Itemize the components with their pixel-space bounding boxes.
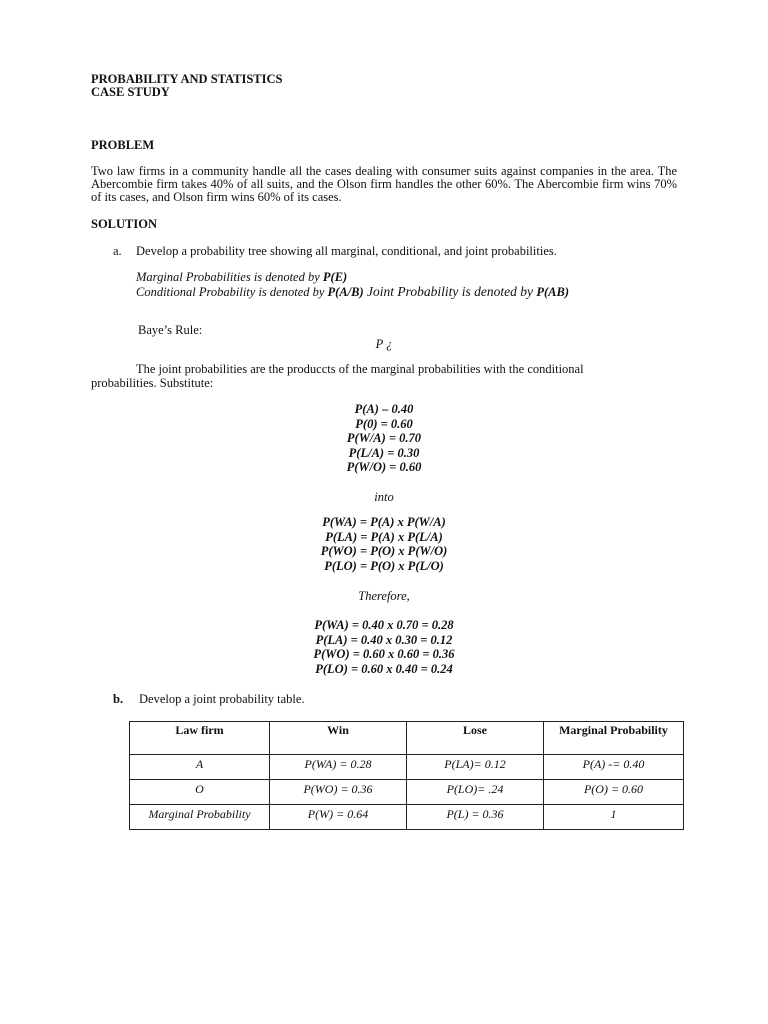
joint-symbol: P(AB) — [536, 285, 570, 299]
joint-formula: P(LO) = P(O) x P(L/O) — [324, 559, 444, 573]
marginal-symbol: P(E) — [322, 270, 348, 284]
table-cell: Marginal Probability — [130, 805, 270, 830]
table-header-lose: Lose — [407, 722, 544, 755]
into-label: into — [374, 490, 394, 504]
table-cell: 1 — [544, 805, 684, 830]
solution-heading: SOLUTION — [91, 217, 157, 231]
given-value: P(L/A) = 0.30 — [348, 446, 420, 460]
joint-formula: P(WA) = P(A) x P(W/A) — [322, 515, 446, 529]
joint-definition-text: Joint Probability is denoted by — [363, 284, 537, 299]
joint-intro-line1: The joint probabilities are the producсts of the marginal probabilities with the conditional — [136, 362, 584, 376]
table-row — [130, 755, 684, 780]
conditional-joint-definition — [136, 284, 569, 300]
bayes-rule-formula: P ¿ — [375, 337, 393, 351]
table-cell: P(WO) = 0.36 — [270, 780, 407, 805]
joint-formula: P(WO) = P(O) x P(W/O) — [320, 544, 448, 558]
joint-result: P(WO) = 0.60 x 0.60 = 0.36 — [313, 647, 455, 661]
table-cell: A — [130, 755, 270, 780]
given-value: P(A) – 0.40 — [354, 402, 414, 416]
marginal-definition-text: Marginal Probabilities is denoted by — [136, 270, 323, 284]
table-cell: P(LA)= 0.12 — [407, 755, 544, 780]
table-cell: P(O) = 0.60 — [544, 780, 684, 805]
document-title: PROBABILITY AND STATISTICS — [91, 72, 283, 86]
part-a-text: Develop a probability tree showing all marginal, conditional, and joint probabilities. — [136, 244, 557, 258]
problem-heading: PROBLEM — [91, 138, 155, 152]
therefore-label: Therefore, — [358, 589, 410, 603]
joint-probability-table — [129, 721, 684, 830]
table-cell: O — [130, 780, 270, 805]
table-header-law-firm: Law firm — [130, 722, 270, 755]
table-cell: P(W) = 0.64 — [270, 805, 407, 830]
joint-result: P(LO) = 0.60 x 0.40 = 0.24 — [315, 662, 453, 676]
table-header-win: Win — [270, 722, 407, 755]
part-b-text: Develop a joint probability table. — [139, 692, 305, 706]
part-a-marker: a. — [113, 244, 122, 258]
table-row — [130, 805, 684, 830]
given-value: P(W/O) = 0.60 — [346, 460, 422, 474]
table-cell: P(L) = 0.36 — [407, 805, 544, 830]
given-value: P(W/A) = 0.70 — [346, 431, 422, 445]
table-row — [130, 780, 684, 805]
table-header-marginal: Marginal Probability — [544, 722, 684, 755]
table-cell: P(LO)= .24 — [407, 780, 544, 805]
table-cell: P(A) -= 0.40 — [544, 755, 684, 780]
document-subtitle: CASE STUDY — [91, 85, 170, 99]
joint-formula: P(LA) = P(A) x P(L/A) — [325, 530, 443, 544]
table-cell: P(WA) = 0.28 — [270, 755, 407, 780]
joint-result: P(LA) = 0.40 x 0.30 = 0.12 — [315, 633, 453, 647]
problem-text: Two law firms in a community handle all the cases dealing with consumer suits against companies in the area. The Abercombie firm takes 40% of all suits, and the Olson firm handles the other 60%. The Abercombie firm wins 70% of its cases, and Olson firm wins 60% of its cases. — [91, 164, 677, 204]
conditional-definition-text: Conditional Probability is denoted by — [136, 285, 328, 299]
given-value: P(0) = 0.60 — [355, 417, 413, 431]
joint-result: P(WA) = 0.40 x 0.70 = 0.28 — [314, 618, 454, 632]
marginal-definition — [136, 270, 347, 285]
joint-intro-line2: probabilities. Substitute: — [91, 376, 214, 390]
bayes-rule-label: Baye’s Rule: — [138, 323, 203, 337]
table-header-row — [130, 722, 684, 755]
conditional-symbol: P(A/B) — [327, 285, 364, 299]
part-b-marker: b. — [113, 692, 124, 706]
